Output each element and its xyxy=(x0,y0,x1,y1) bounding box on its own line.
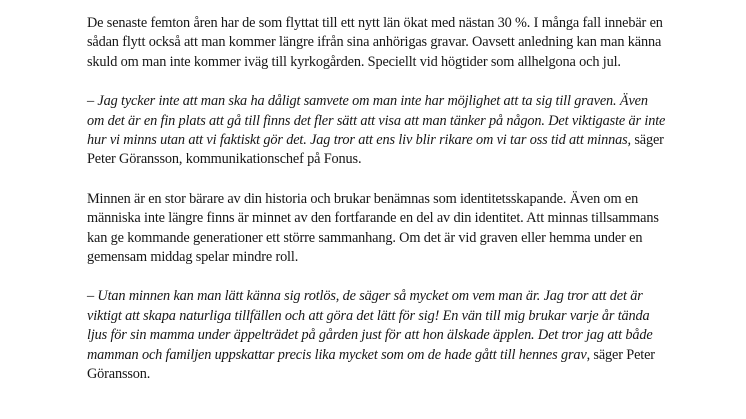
quote-attribution: , säger Peter Göransson. xyxy=(87,346,655,383)
quote-attribution: säger Peter Göransson, kommunikationschef på Fonus. xyxy=(87,132,664,168)
quote-text: – Jag tycker inte att man ska ha dåligt samvete om man inte har möjlighet att ta sig till graven. Även om det är en fin plats att gå till finns det fler sätt att visa att man tänker på någon. Det viktigaste är inte hur vi minns utan att vi faktiskt gör det. Jag tror att ens liv blir rikare om vi tar oss tid att minnas, xyxy=(87,93,666,149)
article-body xyxy=(87,14,667,405)
paragraph-intro: De senaste femton åren har de som flyttat till ett nytt län ökat med nästan 30 %. I många fall innebär en sådan flytt också att man kommer längre ifrån sina anhörigas gravar. Oavsett anledning kan man känna skuld om man inte kommer iväg till kyrkogården. Speciellt vid högtider som allhelgona och jul. xyxy=(87,15,663,70)
quote-text: – Utan minnen kan man lätt känna sig rotlös, de säger så mycket om vem man är. Jag tror att det är viktigt att skapa naturliga tillfällen och att göra det lätt för sig! En vän till mig brukar varje år tända ljus för sin mamma under äppelträdet på gården just för att hon älskade äpplen. Det tror jag att både mamman och familjen uppskattar precis lika mycket som om de hade gått till hennes grav xyxy=(87,288,653,363)
paragraph-quote-conscience xyxy=(87,92,667,170)
paragraph-memories: Minnen är en stor bärare av din historia och brukar benämnas som identitetsskapande. Även om en människa inte längre finns är minnet av den fortfarande en del av din identitet. Att minnas tillsammans kan ge kommande generationer ett större sammanhang. Om det är vid graven eller hemma under en gemensam middag spelar mindre roll. xyxy=(87,190,659,266)
paragraph-quote-roots xyxy=(87,287,667,384)
